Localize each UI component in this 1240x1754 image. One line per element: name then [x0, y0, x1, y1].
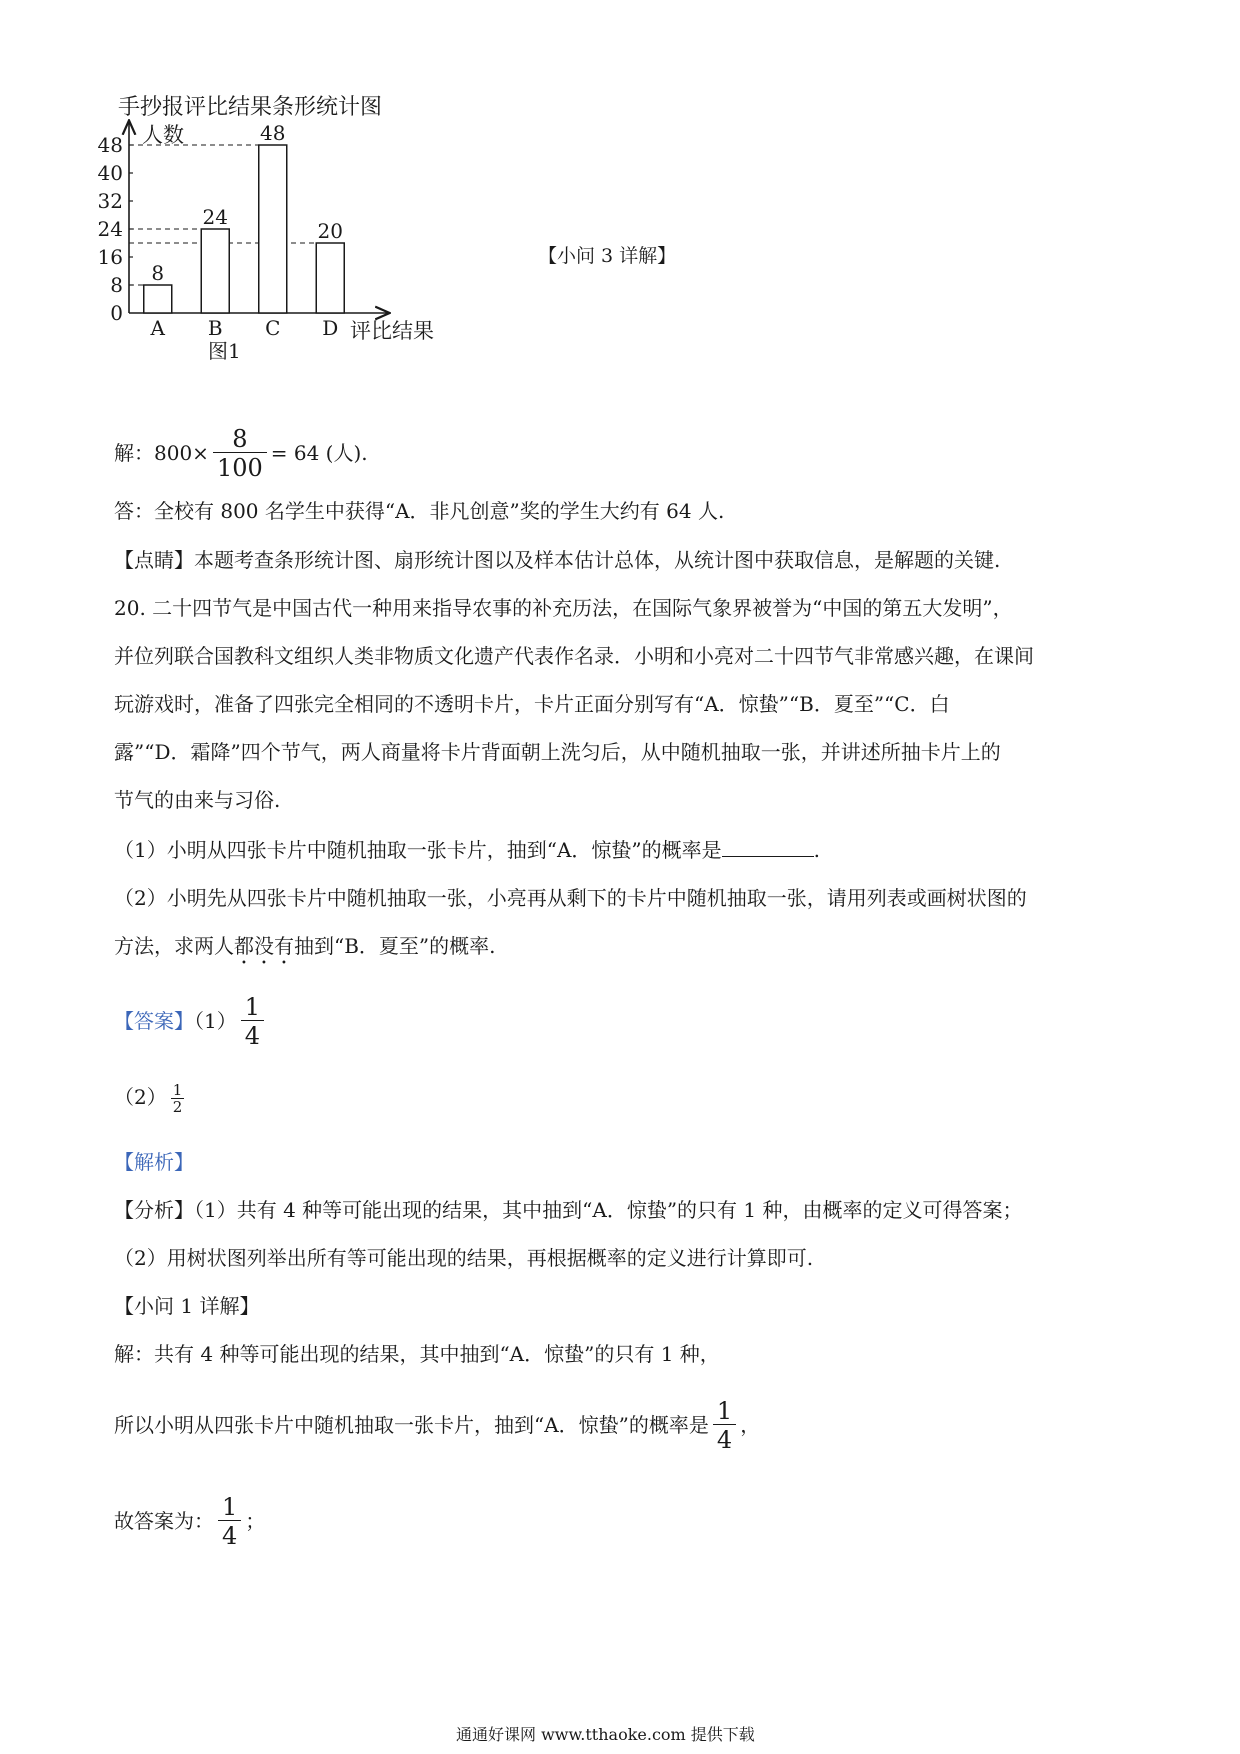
answer-part-2-label: （2）	[114, 1085, 167, 1109]
fraction-numerator: 8	[232, 425, 248, 453]
fraction-denominator: 4	[713, 1424, 736, 1455]
answer-statement: 答：全校有 800 名学生中获得“A．非凡创意”奖的学生大约有 64 人.	[114, 499, 725, 523]
final-answer-end: ；	[245, 1509, 266, 1533]
bar-C	[259, 145, 287, 313]
solution-rhs: = 64 (人).	[270, 441, 368, 465]
answer-fraction-2	[171, 1082, 185, 1115]
y-tick-label: 0	[110, 301, 123, 325]
solution-line	[114, 426, 368, 483]
x-axis-label: 评比结果	[350, 319, 434, 343]
fraction-numerator: 1	[222, 1493, 238, 1521]
dianjing-note: 【点睛】本题考查条形统计图、扇形统计图以及样本估计总体，从统计图中获取信息，是解题的关键.	[114, 548, 1001, 572]
solution-1-line: 解：共有 4 种等可能出现的结果，其中抽到“A．惊蛰”的只有 1 种，	[114, 1342, 720, 1366]
page-footer: 通通好课网 www.tthaoke.com 提供下载	[456, 1725, 755, 1744]
bar-D	[316, 243, 344, 313]
therefore-end: ，	[740, 1413, 761, 1437]
x-tick-label: A	[150, 316, 165, 340]
y-axis-label: 人数	[142, 123, 184, 147]
question-part-2-line-1: （2）小明先从四张卡片中随机抽取一张，小亮再从剩下的卡片中随机抽取一张，请用列表或画树状图的	[114, 886, 1027, 910]
y-tick-label: 8	[110, 273, 123, 297]
analysis-line-2: （2）用树状图列举出所有等可能出现的结果，再根据概率的定义进行计算即可.	[114, 1246, 814, 1270]
fraction	[213, 426, 267, 483]
therefore-line	[114, 1398, 760, 1455]
final-answer-line	[114, 1494, 265, 1551]
question-part-2-line-2	[114, 932, 496, 969]
x-tick-label: B	[207, 316, 223, 340]
chart-title: 手抄报评比结果条形统计图	[118, 95, 383, 120]
answer-tag: 【答案】	[114, 1009, 194, 1033]
fraction-denominator: 4	[241, 1020, 264, 1051]
answer-part-2	[114, 1082, 188, 1115]
answer-section	[114, 994, 268, 1051]
y-tick-label: 16	[97, 245, 123, 269]
fraction	[218, 1494, 241, 1551]
y-tick-label: 24	[97, 217, 123, 241]
bar-value-label: 8	[151, 261, 165, 285]
final-answer-text: 故答案为：	[114, 1509, 214, 1533]
answer-blank	[722, 836, 814, 857]
x-tick-label: C	[265, 316, 281, 340]
y-tick-label: 32	[97, 189, 123, 213]
solution-prefix: 解：	[114, 441, 154, 465]
bar-B	[201, 229, 229, 313]
fraction-denominator: 2	[172, 1098, 183, 1116]
answer-fraction-1	[241, 994, 264, 1051]
side-note: 【小问 3 详解】	[538, 245, 677, 267]
question-20-line-3: 玩游戏时，准备了四张完全相同的不透明卡片，卡片正面分别写有“A．惊蛰”“B．夏至”“C．白	[114, 692, 950, 716]
y-tick-label: 48	[97, 133, 123, 157]
fraction-numerator: 1	[172, 1081, 183, 1099]
solution-lhs: 800×	[154, 441, 209, 465]
emphasized-text: 都没有	[234, 934, 294, 958]
question-20-line-1: 20. 二十四节气是中国古代一种用来指导农事的补充历法，在国际气象界被誉为“中国的第五大发明”，	[114, 596, 1013, 620]
bar-value-label: 48	[260, 121, 286, 145]
bar-A	[144, 285, 172, 313]
question-20-line-2: 并位列联合国教科文组织人类非物质文化遗产代表作名录．小明和小亮对二十四节气非常感兴趣，在课间	[114, 644, 1034, 668]
question-part-1-end: .	[813, 838, 820, 862]
question-part-1-text: （1）小明从四张卡片中随机抽取一张卡片，抽到“A．惊蛰”的概率是	[114, 838, 722, 862]
jiexi-tag: 【解析】	[114, 1150, 194, 1174]
chart-caption: 图1	[208, 339, 241, 363]
question-part-2-post: 抽到“B．夏至”的概率.	[294, 934, 496, 958]
fraction-numerator: 1	[716, 1397, 733, 1425]
answer-part-1-label: （1）	[194, 1009, 237, 1033]
y-tick-label: 40	[97, 161, 123, 185]
x-tick-label: D	[322, 316, 339, 340]
fraction-numerator: 1	[244, 993, 261, 1021]
fraction-denominator: 4	[218, 1520, 241, 1551]
question-part-2-pre: 方法，求两人	[114, 934, 234, 958]
fraction-denominator: 100	[213, 452, 267, 483]
question-part-1	[114, 836, 820, 864]
bar-value-label: 24	[202, 205, 228, 229]
fraction	[713, 1398, 736, 1455]
sub-question-1-heading: 【小问 1 详解】	[114, 1294, 260, 1318]
bar-chart	[96, 92, 456, 392]
therefore-text: 所以小明从四张卡片中随机抽取一张卡片，抽到“A．惊蛰”的概率是	[114, 1413, 709, 1437]
analysis-line-1: 【分析】（1）共有 4 种等可能出现的结果，其中抽到“A．惊蛰”的只有 1 种，由概率的定义可得答案；	[114, 1198, 1023, 1222]
bar-value-label: 20	[317, 219, 343, 243]
question-20-line-5: 节气的由来与习俗.	[114, 788, 281, 812]
question-20-line-4: 露”“D．霜降”四个节气，两人商量将卡片背面朝上洗匀后，从中随机抽取一张，并讲述所抽卡片上的	[114, 740, 1001, 764]
